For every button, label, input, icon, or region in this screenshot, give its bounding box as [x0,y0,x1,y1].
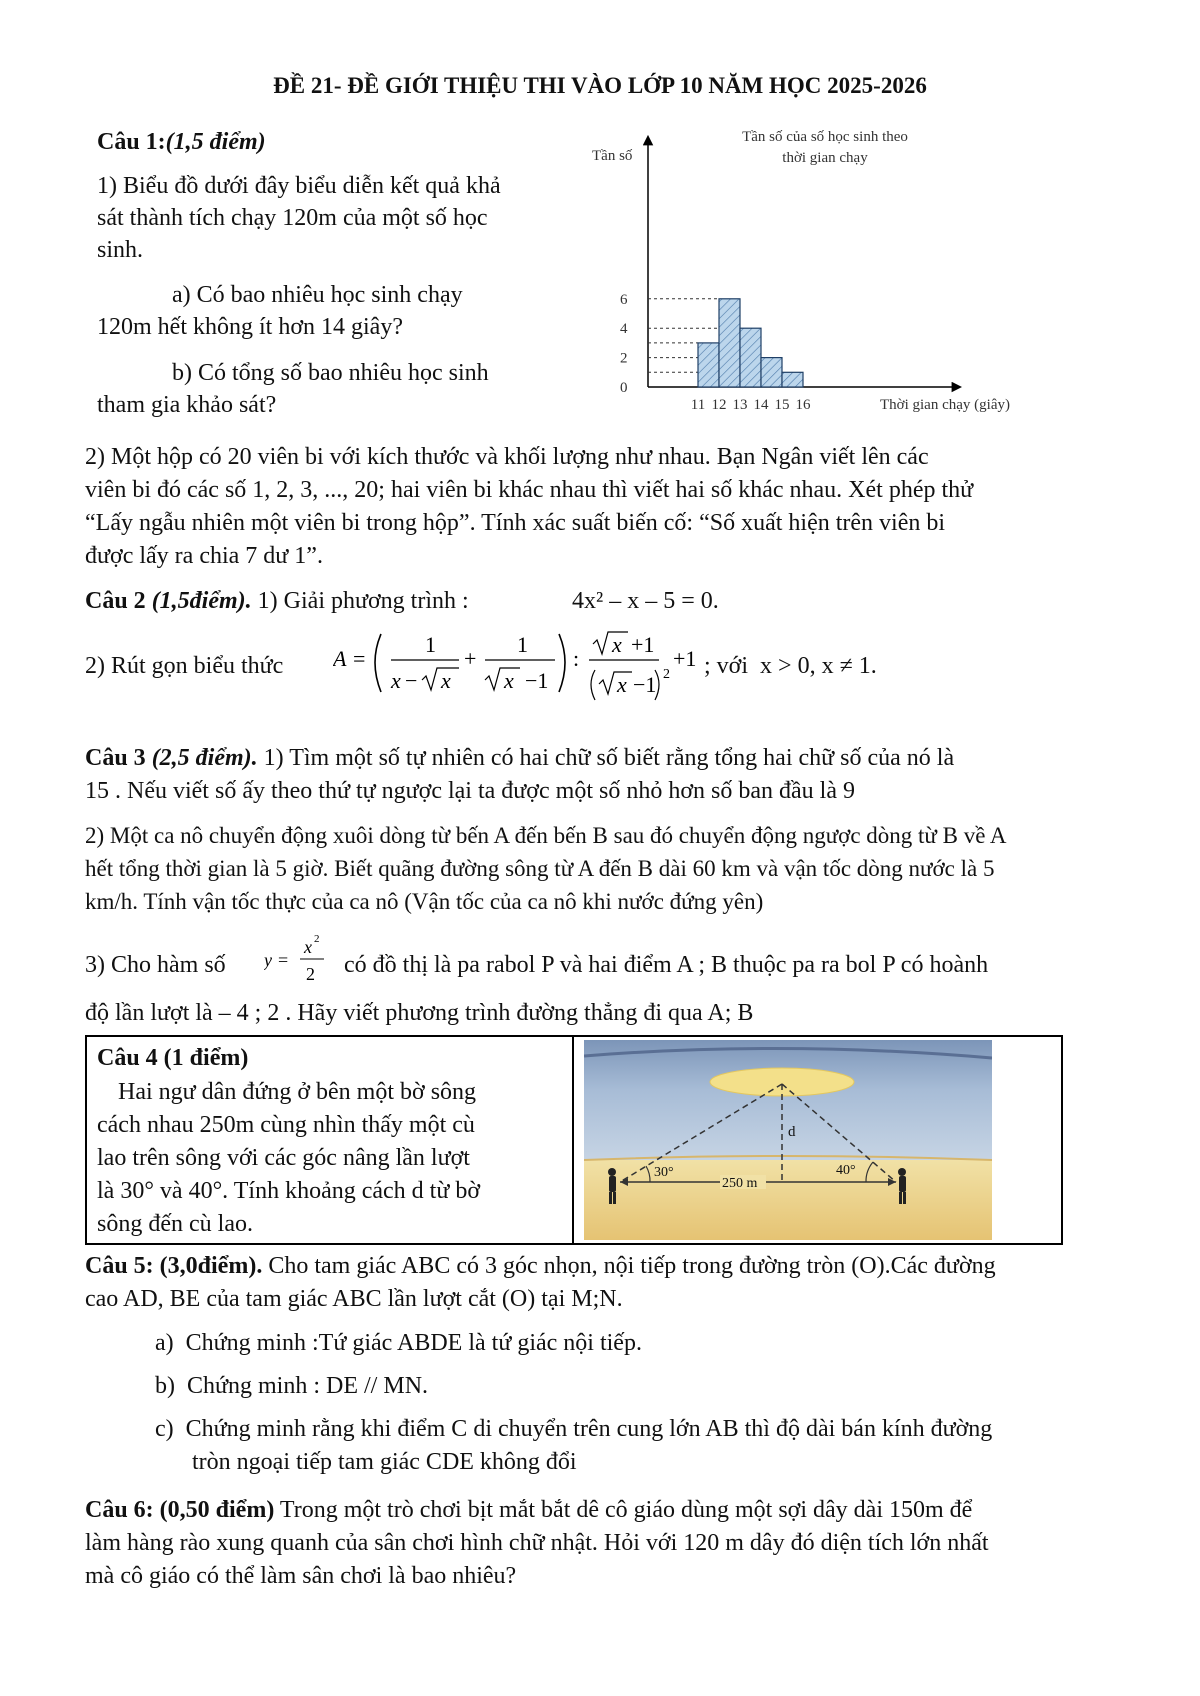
y-tick-labels [620,292,628,396]
q1-a-line2: 120m hết không ít hơn 14 giây? [97,314,403,340]
chart-xlabel: Thời gian chạy (giây) [880,397,1010,413]
q4-line1: Hai ngư dân đứng ở bên một bờ sông [118,1079,477,1105]
distance-250-label: 250 m [722,1176,758,1191]
svg-text:+1: +1 [673,646,697,671]
svg-text:=: = [278,950,289,970]
histogram-bar [698,343,719,387]
q6-text-line3: mà cô giáo có thể làm sân chơi là bao nhiêu? [85,1563,517,1589]
svg-text:x: x [612,632,622,657]
q6-line1 [85,1494,972,1526]
q1-part2-line2: viên bi đó các số 1, 2, 3, ..., 20; hai viên bi khác nhau thì viết hai số khác nhau. Xét phép thử [85,477,974,503]
q5-points: (3,0điểm). [159,1253,263,1279]
q1-part2-line3: “Lấy ngẫu nhiên một viên bi trong hộp”. Tính xác suất biến cố: “Số xuất hiện trên viên bi [85,510,946,536]
y-tick-label: 4 [620,321,628,338]
angle-40-label: 40° [836,1163,856,1178]
q2-condition-label: ; với [704,653,749,679]
y-tick-label: 2 [620,350,628,367]
q5-item-c-label: c) [155,1416,174,1442]
x-tick-label: 16 [795,397,811,413]
svg-text:x: x [504,668,514,693]
q3-part2-line3: km/h. Tính vận tốc thực của ca nô (Vận tốc của ca nô khi nước đứng yên) [85,889,764,914]
y-tick-label: 6 [620,291,628,308]
q4-line3: lao trên sông với các góc nâng lần lượt [97,1145,470,1171]
x-tick-label: 13 [732,397,748,413]
q1-part1-line2: sát thành tích chạy 120m của một số học [97,205,488,231]
svg-text:+1: +1 [631,632,655,657]
q1-part1-line1: 1) Biểu đồ dưới đây biểu diễn kết quả khả [97,173,501,199]
q6-heading: Câu 6: [85,1497,154,1523]
q5-intro-line2: cao AD, BE của tam giác ABC lần lượt cắt (O) tại M;N. [85,1286,623,1312]
q1-a-line1: a) Có bao nhiêu học sinh chạy [172,282,463,308]
q5-item-b [155,1370,428,1402]
q2-condition-math: x > 0, x ≠ 1. [760,653,877,679]
river-island-illustration [584,1040,992,1240]
q5-item-b-label: b) [155,1373,175,1399]
q6-text-line1: Trong một trò chơi bịt mắt bắt dê cô giáo dùng một sợi dây dài 150m để [274,1497,973,1523]
q5-item-a-label: a) [155,1330,174,1356]
running-time-histogram [590,125,1060,415]
x-tick-label: 14 [753,397,769,413]
q5-item-a [155,1327,642,1359]
q5-item-b-text: Chứng minh : DE // MN. [187,1373,429,1399]
q5-intro-line1: Cho tam giác ABC có 3 góc nhọn, nội tiếp trong đường tròn (O).Các đường [268,1253,996,1279]
d-label: d [788,1124,796,1140]
q1-part2-line1: 2) Một hộp có 20 viên bi với kích thước và khối lượng như nhau. Bạn Ngân viết lên các [85,444,929,470]
q1-part1-line3: sinh. [97,237,144,263]
island-shape [710,1068,854,1096]
q5-item-a-text: Chứng minh :Tứ giác ABDE là tứ giác nội tiếp. [185,1330,642,1356]
fisherman-right-icon [898,1168,906,1204]
q4-heading: Câu 4 (1 điểm) [97,1045,249,1071]
q3-part1-line2: 15 . Nếu viết số ấy theo thứ tự ngược lại ta được một số nhỏ hơn số ban đầu là 9 [85,778,855,804]
svg-text:2: 2 [663,667,670,682]
histogram-bar [761,358,782,387]
q6-points: (0,50 điểm) [159,1497,275,1523]
q5-heading: Câu 5: [85,1253,154,1279]
svg-text:A: A [333,646,347,671]
q5-line1 [85,1250,996,1282]
chart-title-line2: thời gian chạy [782,150,868,166]
histogram-bar [719,299,740,387]
svg-text:−: − [405,668,418,693]
q4-line5: sông đến cù lao. [97,1211,253,1237]
q2-part2: 2) Rút gọn biểu thức [85,653,284,679]
x-tick-label: 11 [690,397,706,413]
x-tick-label: 15 [774,397,790,413]
q2-condition [704,650,877,682]
q5-item-c [155,1413,992,1445]
q2-points: (1,5điểm). [151,588,252,614]
q1-b-line1: b) Có tổng số bao nhiêu học sinh [172,360,489,386]
histogram-bar [740,328,761,387]
q5-item-c-text-line2: tròn ngoại tiếp tam giác CDE không đổi [192,1449,577,1475]
x-tick-label: 12 [711,397,727,413]
svg-text:−1: −1 [525,668,549,693]
q3-part3-prefix: 3) Cho hàm số [85,952,226,978]
q3-part3-end: độ lần lượt là – 4 ; 2 . Hãy viết phương trình đường thẳng đi qua A; B [85,1000,754,1026]
svg-text:x: x [617,672,627,697]
q4-line2: cách nhau 250m cùng nhìn thấy một cù [97,1112,475,1138]
svg-text:y: y [264,950,272,970]
q3-part1-line1: 1) Tìm một số tự nhiên có hai chữ số biết rằng tổng hai chữ số của nó là [263,745,955,771]
q5-item-c-text-line1: Chứng minh rằng khi điểm C di chuyển trên cung lớn AB thì độ dài bán kính đường [185,1416,993,1442]
q3-points: (2,5 điểm). [151,745,258,771]
q2-heading: Câu 2 [85,588,146,614]
q1-heading: Câu 1: [97,129,166,155]
svg-text:x: x [391,668,401,693]
q6-text-line2: làm hàng rào xung quanh của sân chơi hình chữ nhật. Hỏi với 120 m dây đó diện tích lớn nhất [85,1530,989,1556]
q1-heading-line [97,126,266,158]
svg-text:+: + [464,646,477,671]
q3-part2-line2: hết tổng thời gian là 5 giờ. Biết quãng đường sông từ A đến B dài 60 km và vận tốc dòng nước là 5 [85,856,995,881]
q4-divider [572,1035,574,1245]
q3-part3-mid: có đồ thị là pa rabol P và hai điểm A ; B thuộc pa ra bol P có hoành [344,952,989,978]
svg-text:x: x [441,668,451,693]
q3-heading: Câu 3 [85,745,146,771]
angle-30-label: 30° [654,1165,674,1180]
chart-title-line1: Tần số của số học sinh theo [742,129,908,145]
svg-text:=: = [353,646,366,671]
fisherman-left-icon [608,1168,616,1204]
y-tick-label: 0 [620,380,628,396]
x-tick-labels [691,397,811,413]
q3-line1 [85,742,954,774]
q3-part2-line1: 2) Một ca nô chuyển động xuôi dòng từ bến A đến bến B sau đó chuyển động ngược dòng từ B về A [85,823,1007,848]
q2-equation: 4x² – x – 5 = 0. [572,588,719,614]
q2-expression [333,622,713,722]
histogram-bars [698,299,803,387]
q1-part2-line4: được lấy ra chia 7 dư 1”. [85,543,323,569]
svg-text:2: 2 [314,933,320,945]
svg-text:−1: −1 [633,672,657,697]
svg-text:1: 1 [517,632,528,657]
svg-text::: : [573,646,580,671]
riverbank [584,1160,992,1240]
q4-line4: là 30° và 40°. Tính khoảng cách d từ bờ [97,1178,481,1204]
svg-text:1: 1 [425,632,436,657]
q3-function [264,928,334,988]
q2-line1 [85,585,469,617]
q2-part1: 1) Giải phương trình : [257,588,469,614]
svg-text:2: 2 [306,964,315,984]
q1-points: (1,5 điểm) [165,129,266,155]
page-title: ĐỀ 21- ĐỀ GIỚI THIỆU THI VÀO LỚP 10 NĂM HỌC 2025-2026 [273,73,927,98]
q1-b-line2: tham gia khảo sát? [97,392,277,418]
chart-ylabel: Tần số [592,148,633,164]
histogram-bar [782,372,803,387]
svg-text:x: x [304,937,312,957]
